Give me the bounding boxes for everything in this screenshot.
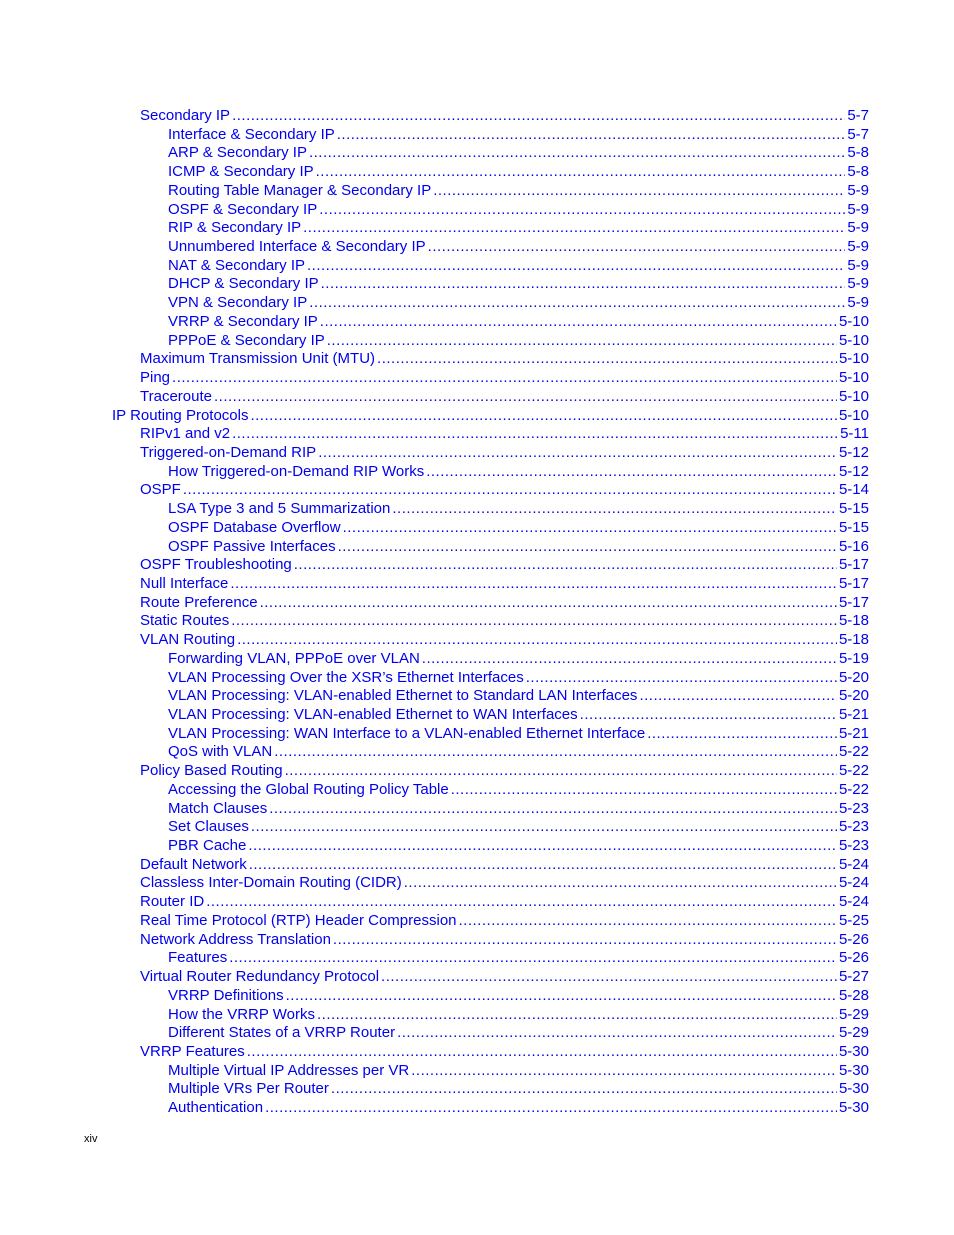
toc-entry-title: Forwarding VLAN, PPPoE over VLAN [168,649,420,667]
toc-entry-page-number: 5-30 [838,1042,869,1060]
toc-entry-page-number: 5-9 [847,181,869,199]
dot-leader [319,201,845,220]
dot-leader [237,631,837,650]
toc-entry[interactable] [140,369,869,388]
dot-leader [426,463,837,482]
toc-entry-page-number: 5-9 [847,219,869,237]
toc-entry-page-number: 5-9 [847,200,869,218]
toc-entry-page-number: 5-28 [838,986,869,1004]
dot-leader [397,1024,837,1043]
toc-entry[interactable] [168,519,869,538]
toc-entry-title: Multiple VRs Per Router [168,1080,329,1098]
toc-entry[interactable] [168,463,869,482]
dot-leader [307,257,845,276]
toc-entry-page-number: 5-30 [838,1099,869,1117]
toc-entry[interactable] [168,781,869,800]
toc-entry-title: Null Interface [140,574,229,592]
toc-entry[interactable] [168,725,869,744]
toc-entry-title: VLAN Processing: VLAN-enabled Ethernet to WAN Interfaces [168,706,578,723]
dot-leader [248,837,837,856]
toc-entry-title: Features [168,949,228,967]
toc-entry-title: Multiple Virtual IP Addresses per VR [168,1061,410,1079]
toc-entry[interactable] [168,182,869,201]
dot-leader [316,163,846,182]
toc-entry-title: Default Network [140,855,247,873]
toc-entry-title: RIP & Secondary IP [168,219,302,237]
toc-entry[interactable] [168,1006,869,1025]
toc-entry-title: Ping [140,369,171,387]
toc-entry[interactable] [140,762,869,781]
toc-entry[interactable] [168,163,869,182]
toc-entry[interactable] [140,968,869,987]
dot-leader [392,500,837,519]
toc-entry[interactable] [140,612,869,631]
dot-leader [269,800,837,819]
toc-entry-page-number: 5-23 [838,799,869,817]
toc-entry-page-number: 5-23 [838,818,869,836]
toc-entry-page-number: 5-22 [838,780,869,798]
dot-leader [249,856,837,875]
toc-entry-title: Accessing the Global Routing Policy Table [168,780,449,798]
toc-entry-title: IP Routing Protocols [112,406,249,424]
toc-entry-title: VRRP Definitions [168,986,284,1004]
dot-leader [428,238,846,257]
toc-entry-page-number: 5-18 [838,612,869,630]
toc-entry-title: How Triggered-on-Demand RIP Works [168,462,425,480]
dot-leader [303,219,845,238]
dot-leader [214,388,837,407]
toc-entry-page-number: 5-17 [838,574,869,592]
toc-entry[interactable] [168,1080,869,1099]
toc-entry-title: VLAN Routing [140,631,236,649]
dot-leader [285,762,837,781]
toc-entry-title: Authentication [168,1099,264,1117]
dot-leader [321,275,846,294]
toc-entry-title: Virtual Router Redundancy Protocol [140,968,380,986]
dot-leader [647,725,837,744]
toc-entry[interactable] [140,874,869,893]
toc-entry-page-number: 5-10 [838,312,869,330]
dot-leader [320,313,837,332]
toc-entry-title: RIPv1 and v2 [140,425,231,443]
toc-entry[interactable] [168,144,869,163]
toc-entry-title: VRRP Features [140,1042,245,1060]
dot-leader [172,369,837,388]
toc-entry-page-number: 5-21 [838,706,869,723]
toc-entry-page-number: 5-8 [847,144,869,162]
dot-leader [451,781,837,800]
toc-entry-title: Different States of a VRRP Router [168,1024,396,1042]
toc-entry-page-number: 5-24 [838,893,869,911]
dot-leader [381,968,837,987]
toc-entry[interactable] [168,669,869,688]
toc-entry[interactable] [168,332,869,351]
toc-entry-title: PPPoE & Secondary IP [168,331,325,349]
toc-entry[interactable] [112,407,869,426]
toc-entry-title: VLAN Processing Over the XSR’s Ethernet Interfaces [168,668,524,686]
toc-entry-title: ICMP & Secondary IP [168,163,314,181]
dot-leader [229,949,837,968]
dot-leader [318,444,837,463]
toc-entry[interactable] [168,837,869,856]
toc-entry[interactable] [140,444,869,463]
dot-leader [231,612,837,631]
dot-leader [286,987,837,1006]
toc-entry-page-number: 5-10 [838,406,869,424]
toc-entry-page-number: 5-12 [838,443,869,461]
toc-entry-page-number: 5-22 [838,743,869,761]
toc-entry-title: Secondary IP [140,107,231,124]
dot-leader [274,743,837,762]
toc-entry[interactable] [168,743,869,762]
toc-entry[interactable] [140,912,869,931]
toc-entry[interactable] [168,1024,869,1043]
toc-entry-page-number: 5-29 [838,1024,869,1042]
toc-entry[interactable] [168,500,869,519]
toc-entry-page-number: 5-7 [847,107,869,124]
toc-entry-title: DHCP & Secondary IP [168,275,319,293]
toc-entry-title: Route Preference [140,593,258,611]
toc-entry-page-number: 5-11 [840,425,869,443]
toc-entry-title: Static Routes [140,612,230,630]
dot-leader [230,575,837,594]
toc-entry[interactable] [140,425,869,444]
toc-entry-title: Network Address Translation [140,930,331,948]
toc-entry[interactable] [168,706,869,725]
table-of-contents [0,107,954,1118]
toc-entry-page-number: 5-26 [838,949,869,967]
toc-entry-page-number: 5-7 [847,125,869,143]
toc-entry-title: OSPF & Secondary IP [168,200,318,218]
toc-entry-title: OSPF Troubleshooting [140,556,292,574]
toc-entry[interactable] [168,313,869,332]
toc-entry-title: Classless Inter-Domain Routing (CIDR) [140,874,402,892]
toc-entry-page-number: 5-9 [847,256,869,274]
toc-entry[interactable] [168,650,869,669]
dot-leader [317,1006,837,1025]
toc-entry[interactable] [168,126,869,145]
dot-leader [422,650,837,669]
toc-entry-page-number: 5-9 [847,238,869,256]
toc-entry[interactable] [168,257,869,276]
toc-entry-title: NAT & Secondary IP [168,256,306,274]
toc-entry-page-number: 5-20 [838,687,869,705]
toc-entry-title: Unnumbered Interface & Secondary IP [168,238,426,256]
dot-leader [250,407,837,426]
toc-entry-title: OSPF [140,481,181,499]
dot-leader [327,332,837,351]
dot-leader [247,1043,837,1062]
toc-entry-page-number: 5-23 [838,837,869,855]
toc-entry-page-number: 5-30 [838,1080,869,1098]
toc-entry-page-number: 5-26 [838,930,869,948]
dot-leader [232,107,845,126]
dot-leader [206,893,837,912]
dot-leader [331,1080,837,1099]
toc-entry-page-number: 5-18 [838,631,869,649]
toc-entry-page-number: 5-22 [838,762,869,780]
toc-entry[interactable] [140,388,869,407]
toc-entry-page-number: 5-10 [838,387,869,405]
toc-entry-title: OSPF Passive Interfaces [168,537,336,555]
toc-entry-page-number: 5-10 [838,350,869,368]
toc-entry-title: Real Time Protocol (RTP) Header Compression [140,911,457,929]
toc-entry[interactable] [168,800,869,819]
toc-entry-title: VRRP & Secondary IP [168,312,318,330]
dot-leader [411,1062,837,1081]
toc-entry[interactable] [168,219,869,238]
toc-entry-page-number: 5-29 [838,1005,869,1023]
toc-entry-title: PBR Cache [168,837,247,855]
toc-entry[interactable] [140,1043,869,1062]
toc-entry-page-number: 5-17 [838,593,869,611]
toc-entry-title: Maximum Transmission Unit (MTU) [140,350,376,368]
dot-leader [580,706,837,725]
toc-entry[interactable] [140,893,869,912]
toc-entry-title: ARP & Secondary IP [168,144,307,162]
toc-entry-page-number: 5-21 [838,724,869,742]
toc-entry-title: Policy Based Routing [140,762,283,780]
toc-entry-title: Match Clauses [168,799,268,817]
toc-entry-page-number: 5-10 [838,331,869,349]
toc-entry[interactable] [168,538,869,557]
dot-leader [260,594,837,613]
toc-entry-page-number: 5-17 [838,556,869,574]
toc-entry[interactable] [140,107,869,126]
toc-entry-page-number: 5-27 [838,968,869,986]
toc-entry-title: Routing Table Manager & Secondary IP [168,181,432,199]
toc-entry[interactable] [168,687,869,706]
dot-leader [433,182,845,201]
toc-entry[interactable] [168,294,869,313]
dot-leader [338,538,837,557]
toc-entry-page-number: 5-9 [847,275,869,293]
toc-entry[interactable] [140,594,869,613]
dot-leader [294,556,837,575]
toc-entry-page-number: 5-25 [838,911,869,929]
dot-leader [377,350,837,369]
toc-entry-title: Set Clauses [168,818,249,836]
toc-entry-title: QoS with VLAN [168,743,273,761]
toc-entry-page-number: 5-9 [847,294,869,312]
dot-leader [309,144,845,163]
toc-entry-page-number: 5-30 [838,1061,869,1079]
toc-entry-page-number: 5-14 [838,481,869,499]
toc-entry[interactable] [168,818,869,837]
dot-leader [265,1099,837,1118]
toc-entry[interactable] [168,987,869,1006]
toc-entry[interactable] [140,556,869,575]
toc-entry[interactable] [140,631,869,650]
toc-entry[interactable] [140,575,869,594]
toc-entry-title: OSPF Database Overflow [168,518,341,536]
dot-leader [333,931,837,950]
toc-entry[interactable] [140,481,869,500]
toc-entry[interactable] [168,238,869,257]
toc-entry-page-number: 5-19 [838,649,869,667]
toc-entry[interactable] [168,201,869,220]
toc-entry-title: VLAN Processing: VLAN-enabled Ethernet to Standard LAN Interfaces [168,687,638,705]
toc-entry-title: How the VRRP Works [168,1005,315,1023]
dot-leader [459,912,837,931]
toc-entry-title: Traceroute [140,387,212,405]
toc-entry[interactable] [140,931,869,950]
toc-entry-page-number: 5-15 [838,518,869,536]
toc-entry-page-number: 5-10 [838,369,869,387]
toc-entry-title: Interface & Secondary IP [168,125,335,143]
toc-entry[interactable] [168,1099,869,1118]
toc-entry-title: Triggered-on-Demand RIP [140,443,317,461]
toc-entry-page-number: 5-12 [838,462,869,480]
dot-leader [337,126,846,145]
toc-entry-page-number: 5-24 [838,855,869,873]
toc-entry[interactable] [168,275,869,294]
dot-leader [526,669,837,688]
toc-entry-title: LSA Type 3 and 5 Summarization [168,500,391,518]
toc-entry-page-number: 5-15 [838,500,869,518]
toc-entry-page-number: 5-8 [847,163,869,181]
toc-entry[interactable] [168,949,869,968]
dot-leader [309,294,845,313]
toc-entry[interactable] [140,350,869,369]
dot-leader [251,818,837,837]
toc-entry-page-number: 5-16 [838,537,869,555]
dot-leader [343,519,837,538]
toc-entry-title: Router ID [140,893,205,911]
toc-entry-page-number: 5-24 [838,874,869,892]
toc-entry-page-number: 5-20 [838,668,869,686]
toc-entry-title: VPN & Secondary IP [168,294,308,312]
toc-entry[interactable] [140,856,869,875]
page-number: xiv [84,1133,98,1145]
dot-leader [404,874,837,893]
dot-leader [639,687,837,706]
toc-entry[interactable] [168,1062,869,1081]
toc-entry-title: VLAN Processing: WAN Interface to a VLAN-enabled Ethernet Interface [168,724,646,742]
dot-leader [232,425,838,444]
dot-leader [183,481,837,500]
